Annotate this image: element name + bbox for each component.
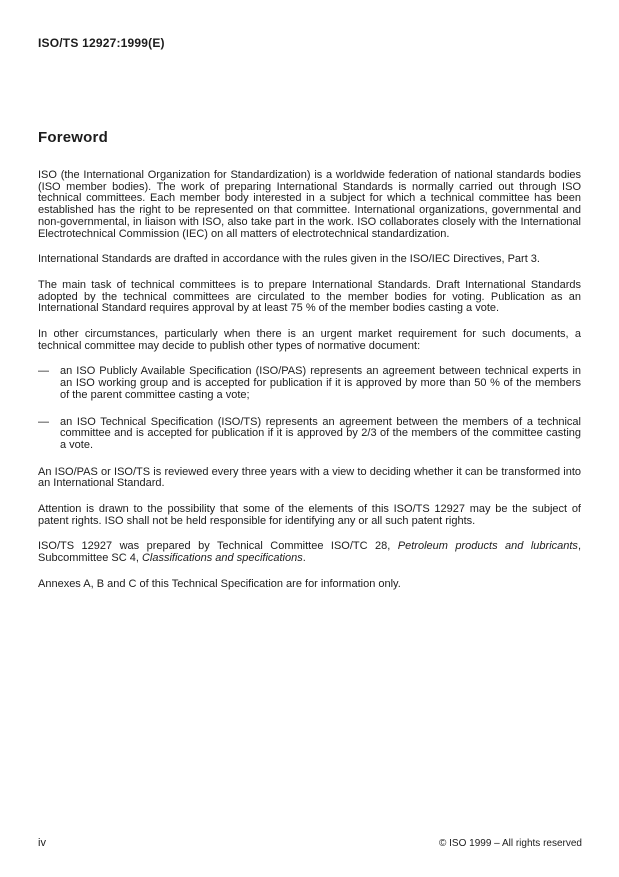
list-item-text: an ISO Technical Specification (ISO/TS) represents an agreement between the members of a technical committee and is accepted for publication if it is approved by 2/3 of the members of the committee casting a vote. <box>60 415 581 451</box>
paragraph-directives: International Standards are drafted in accordance with the rules given in the ISO/IEC Directives, Part 3. <box>38 253 540 266</box>
committee-text: ISO/TS 12927 was prepared by Technical Committee ISO/TC 28, <box>38 540 398 553</box>
paragraph-patent-rights: Attention is drawn to the possibility that some of the elements of this ISO/TS 12927 may be the subject of patent rights. ISO shall not be held responsible for identifying any or all such patent rights. <box>38 503 581 527</box>
list-item-iso-ts <box>38 417 581 452</box>
paragraph-iso-federation: ISO (the International Organization for Standardization) is a worldwide federation of national standards bodies (ISO member bodies). The work of preparing International Standards is normally carried out through ISO technical committees. Each member body interested in a subject for which a technical committee has been established has the right to be represented on that committee. International organizations, governmental and non-governmental, in liaison with ISO, also take part in the work. ISO collaborates closely with the International Electrotechnical Commission (IEC) on all matters of electrotechnical standardization. <box>38 169 581 240</box>
page-header <box>38 34 581 52</box>
paragraph-annexes: Annexes A, B and C of this Technical Specification are for information only. <box>38 577 401 590</box>
committee-text: . <box>302 552 306 565</box>
paragraph-committee <box>38 541 581 564</box>
list-item-iso-pas <box>38 366 581 401</box>
committee-name-italic: Petroleum products and lubricants <box>397 540 578 553</box>
committee-text: , Subcommittee SC 4, <box>38 540 581 565</box>
list-item-text: an ISO Publicly Available Specification (ISO/PAS) represents an agreement between technical experts in an ISO working group and is accepted for publication if it is approved by more than 50 % of the members of the parent committee casting a vote; <box>60 365 581 401</box>
bullet-dash: — <box>38 415 49 428</box>
section-title: Foreword <box>38 129 108 146</box>
document-reference: ISO/TS 12927:1999(E) <box>38 36 165 50</box>
bullet-dash: — <box>38 365 49 378</box>
subcommittee-name-italic: Classifications and specifications <box>141 552 303 565</box>
page-footer <box>38 837 582 849</box>
paragraph-review-cycle: An ISO/PAS or ISO/TS is reviewed every three years with a view to deciding whether it can be transformed into an International Standard. <box>38 465 581 490</box>
paragraph-main-task: The main task of technical committees is to prepare International Standards. Draft International Standards adopted by the technical committees are circulated to the member bodies for voting. Publication as an International Standard requires approval by at least 75 % of the member bodies casting a vote. <box>38 278 581 315</box>
copyright-notice: © ISO 1999 – All rights reserved <box>439 838 582 849</box>
paragraph-other-circumstances: In other circumstances, particularly when there is an urgent market requirement for such documents, a technical committee may decide to publish other types of normative document: <box>38 328 581 352</box>
page-number: iv <box>38 837 46 849</box>
foreword-section <box>38 129 581 605</box>
